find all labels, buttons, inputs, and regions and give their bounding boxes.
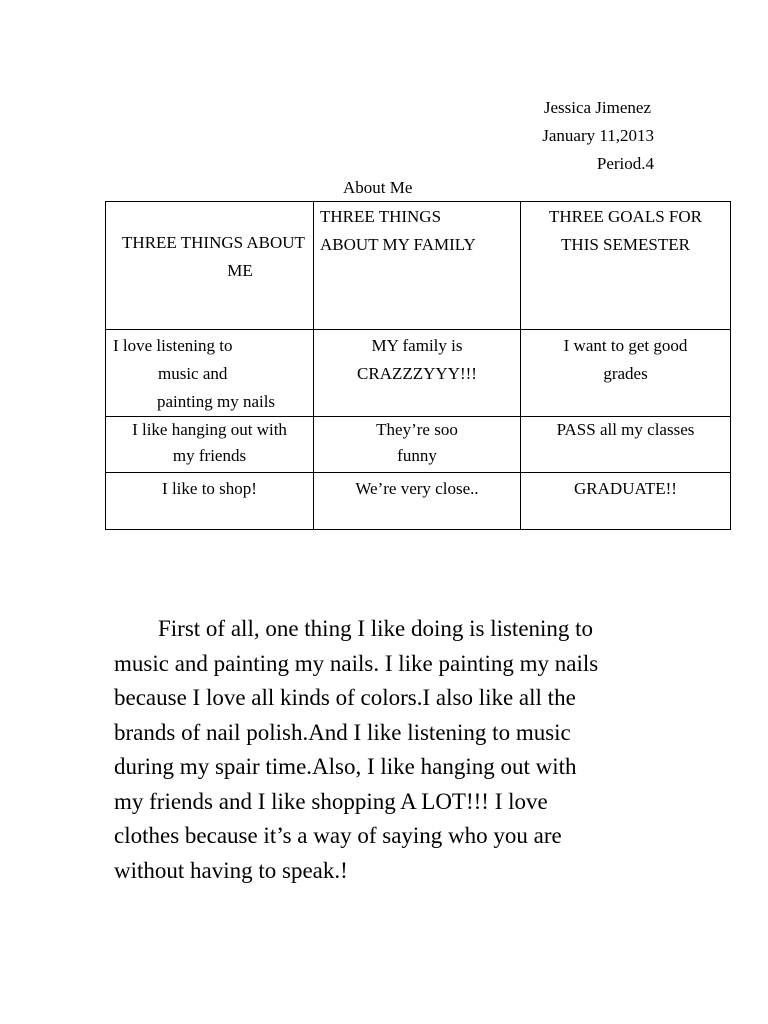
cell-line: I like hanging out with	[132, 420, 287, 439]
cell-line: music and	[158, 364, 228, 383]
essay-line: because I love all kinds of colors.I also like all the	[114, 685, 576, 710]
table-cell	[521, 473, 731, 530]
cell-line: PASS all my classes	[556, 420, 695, 439]
table-row	[106, 417, 731, 473]
cell-line: I love listening to	[113, 336, 233, 355]
author-name: Jessica Jimenez	[543, 98, 651, 117]
cell-line: CRAZZZYYY!!!	[357, 364, 477, 383]
about-me-table	[105, 201, 731, 530]
cell-line: I want to get good	[563, 336, 688, 355]
header-line: ABOUT MY FAMILY	[320, 235, 476, 254]
table-header-row	[106, 202, 731, 330]
essay-line: during my spair time.Also, I like hanging out with	[114, 754, 577, 779]
cell-line: painting my nails	[157, 392, 276, 411]
cell-line: GRADUATE!!	[574, 479, 677, 498]
header-cell-about-me	[106, 202, 314, 330]
essay-line: music and painting my nails. I like painting my nails	[114, 650, 599, 676]
cell-line: grades	[603, 364, 648, 383]
cell-line: my friends	[172, 446, 247, 465]
class-period: Period.4	[596, 154, 654, 173]
table-cell	[314, 330, 521, 417]
essay-line: First of all, one thing I like doing is listening to	[158, 616, 594, 641]
table-cell	[521, 417, 731, 473]
table-title: About Me	[343, 178, 413, 197]
header-line: THREE GOALS FOR	[548, 207, 702, 226]
essay-line: my friends and I like shopping A LOT!!! I love	[114, 788, 548, 814]
header-cell-about-family	[314, 202, 521, 330]
essay-paragraph	[114, 612, 674, 888]
cell-line: I like to shop!	[162, 479, 257, 498]
table-cell	[106, 473, 314, 530]
header-line: ME	[227, 261, 253, 280]
table-cell	[314, 417, 521, 473]
table-cell	[106, 417, 314, 473]
essay-line: brands of nail polish.And I like listening to music	[114, 719, 571, 745]
table-row	[106, 330, 731, 417]
table-cell	[106, 330, 314, 417]
cell-line: They’re soo	[376, 420, 458, 439]
document-header	[542, 94, 654, 178]
table-cell	[314, 473, 521, 530]
cell-line: We’re very close..	[355, 479, 479, 498]
header-line: THREE THINGS	[320, 207, 442, 226]
cell-line: funny	[397, 446, 437, 465]
essay-line: without having to speak.!	[114, 857, 348, 883]
table-row	[106, 473, 731, 530]
document-date: January 11,2013	[542, 126, 654, 145]
header-cell-goals	[521, 202, 731, 330]
cell-line: MY family is	[371, 336, 463, 355]
header-line: THIS SEMESTER	[561, 235, 690, 254]
header-line: THREE THINGS ABOUT	[122, 233, 305, 252]
essay-line: clothes because it’s a way of saying who you are	[114, 823, 562, 848]
table-cell	[521, 330, 731, 417]
